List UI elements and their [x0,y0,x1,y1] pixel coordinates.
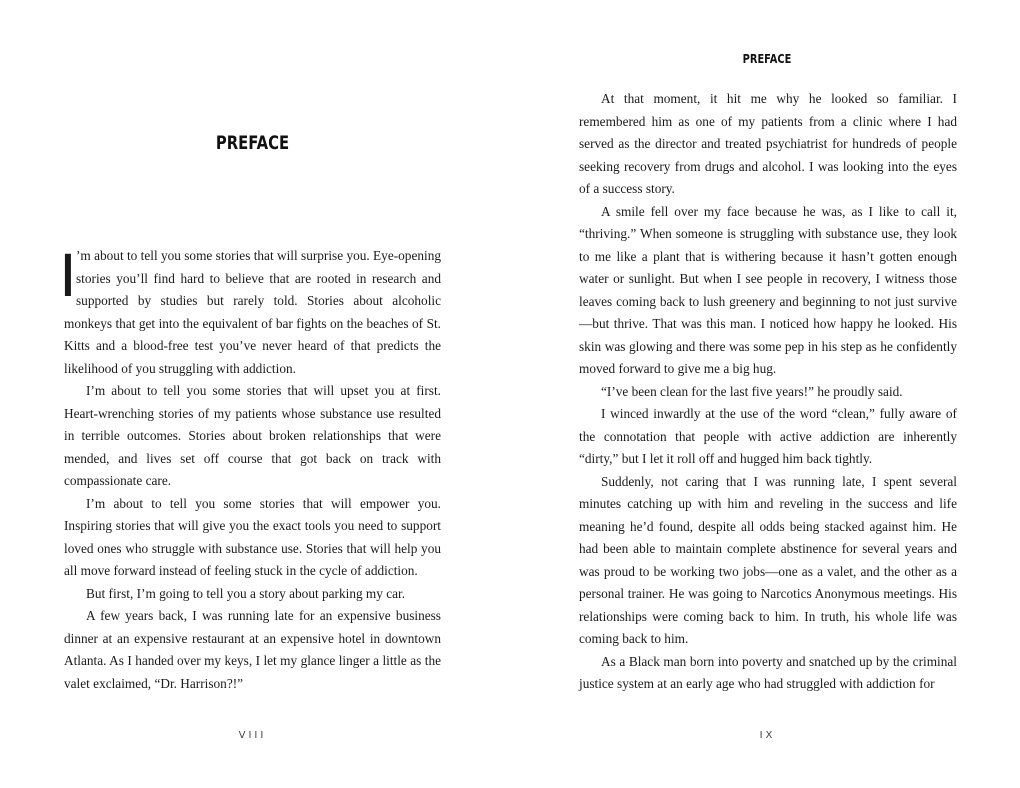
paragraph: But first, I’m going to tell you a story about parking my car. [86,585,406,601]
paragraph: I winced inwardly at the use of the word “clean,” fully aware of the connotation that people with active addiction are inherently “dirty,” but I let it roll off and hugged him back tightly. [579,406,957,466]
right-body-text [579,88,957,696]
paragraph: I ’m about to tell you some stories that will surprise you. Eye-opening stories you’ll find hard to believe that are rooted in research and supported by studies but rarely told. Stories about alcoholic monkeys that get into the equivalent of bar fights on the beaches of St. Kitts and a blood-free test you’ve never heard of that predicts the likelihood of you struggling with addiction. [62,242,441,376]
right-page [510,0,1020,788]
page-number: IX [759,730,776,741]
paragraph: Suddenly, not caring that I was running late, I spent several minutes catching up with him and reveling in the success and life meaning he’d found, despite all odds being stacked against him. He had been able to maintain complete abstinence for several years and was proud to be working two jobs—one as a valet, and the other as a personal trainer. He was going to Narcotics Anonymous meetings. His relationships were coming back to him. In truth, his whole life was coming back to him. [579,473,957,646]
paragraph: A few years back, I was running late for an expensive business dinner at an expensive restaurant at an expensive hotel in downtown Atlanta. As I handed over my keys, I let my glance linger a little as the valet exclaimed, “Dr. Harrison?!” [64,608,441,691]
left-body-text [62,242,441,695]
paragraph: I’m about to tell you some stories that will upset you at first. Heart-wrenching stories of my patients whose substance use resulted in terrible outcomes. Stories about broken relationships that were mended, and lives set off course that got back on track with compassionate care. [64,383,441,488]
chapter-heading: PREFACE [215,132,290,154]
paragraph: As a Black man born into poverty and snatched up by the criminal justice system at an early age who had struggled with addiction for [579,653,957,691]
page-number: VIII [238,730,267,741]
running-head: PREFACE [742,52,792,66]
paragraph: At that moment, it hit me why he looked so familiar. I remembered him as one of my patients from a clinic where I had served as the director and treated psychiatrist for hundreds of people seeking recovery from drugs and alcohol. I was looking into the eyes of a success story. [579,91,957,196]
paragraph: “I’ve been clean for the last five years!” he proudly said. [601,383,903,399]
paragraph: A smile fell over my face because he was, as I like to call it, “thriving.” When someone is struggling with substance use, they look to me like a plant that is withering because it hasn’t gotten enough water or sunlight. But when I see people in recovery, I witness those leaves coming back to lush greenery and beginning to not just survive—but thrive. That was this man. I noticed how happy he looked. His skin was glowing and there was some pep in his step as he confidently moved forward to give me a big hug. [579,203,957,376]
paragraph: I’m about to tell you some stories that will empower you. Inspiring stories that will give you the exact tools you need to support loved ones who struggle with substance use. Stories that will help you all move forward instead of feeling stuck in the cycle of addiction. [64,495,441,578]
drop-cap: I [62,242,74,310]
